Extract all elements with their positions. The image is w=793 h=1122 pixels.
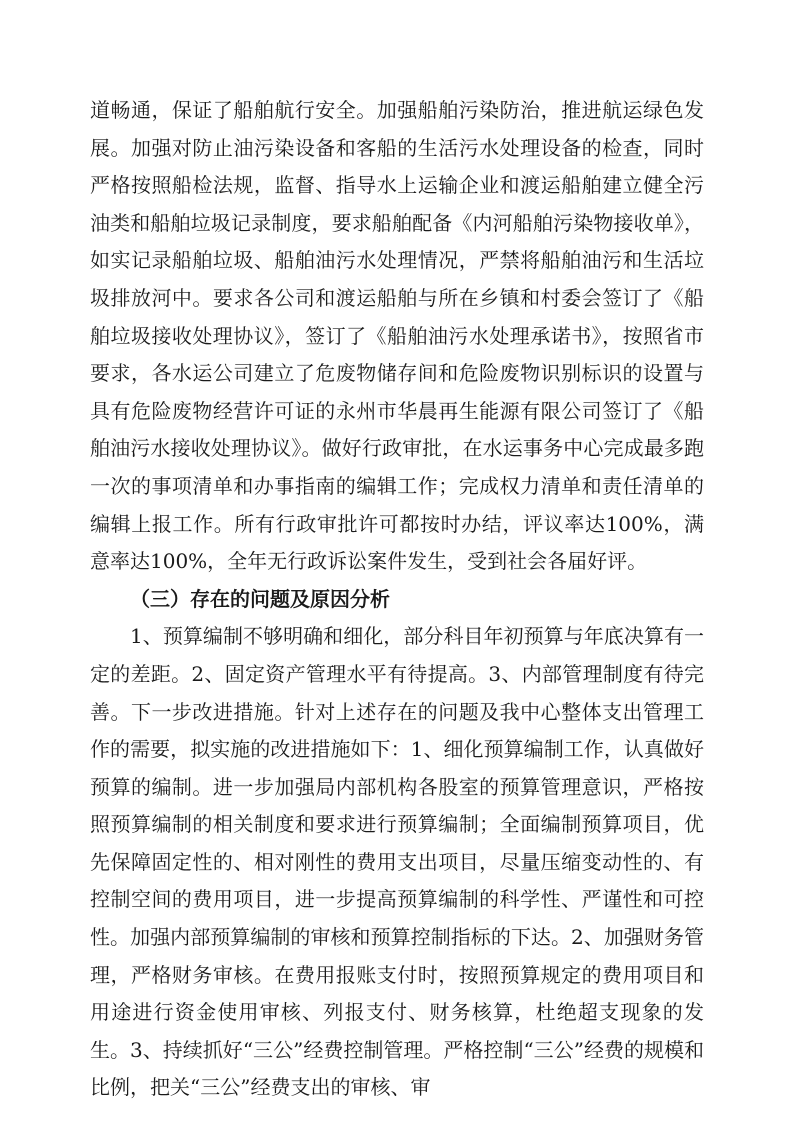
document-page	[90, 92, 704, 1107]
body-paragraph-continued: 道畅通，保证了船舶航行安全。加强船舶污染防治，推进航运绿色发展。加强对防止油污染设备和客船的生活污水处理设备的检查，同时严格按照船检法规，监督、指导水上运输企业和渡运船舶建立健全污油类和船舶垃圾记录制度，要求船舶配备《内河船舶污染物接收单》，如实记录船舶垃圾、船舶油污水处理情况，严禁将船舶油污和生活垃圾排放河中。要求各公司和渡运船舶与所在乡镇和村委会签订了《船舶垃圾接收处理协议》，签订了《船舶油污水处理承诺书》，按照省市要求，各水运公司建立了危废物储存间和危险废物识别标识的设置与具有危险废物经营许可证的永州市华晨再生能源有限公司签订了《船舶油污水接收处理协议》。做好行政审批，在水运事务中心完成最多跑一次的事项清单和办事指南的编辑工作；完成权力清单和责任清单的编辑上报工作。所有行政审批许可都按时办结，评议率达100%，满意率达100%，全年无行政诉讼案件发生，受到社会各届好评。	[90, 98, 704, 574]
body-paragraph: 1、预算编制不够明确和细化，部分科目年初预算与年底决算有一定的差距。2、固定资产管理水平有待提高。3、内部管理制度有待完善。下一步改进措施。针对上述存在的问题及我中心整体支出管理工作的需要，拟实施的改进措施如下：1、细化预算编制工作，认真做好预算的编制。进一步加强局内部机构各股室的预算管理意识，严格按照预算编制的相关制度和要求进行预算编制；全面编制预算项目，优先保障固定性的、相对刚性的费用支出项目，尽量压缩变动性的、有控制空间的费用项目，进一步提高预算编制的科学性、严谨性和可控性。加强内部预算编制的审核和预算控制指标的下达。2、加强财务管理，严格财务审核。在费用报账支付时，按照预算规定的费用项目和用途进行资金使用审核、列报支付、财务核算，杜绝超支现象的发生。3、持续抓好“三公”经费控制管理。严格控制“三公”经费的规模和比例，把关“三公”经费支出的审核、审	[90, 624, 704, 1100]
section-heading: （三）存在的问题及原因分析	[130, 586, 390, 611]
